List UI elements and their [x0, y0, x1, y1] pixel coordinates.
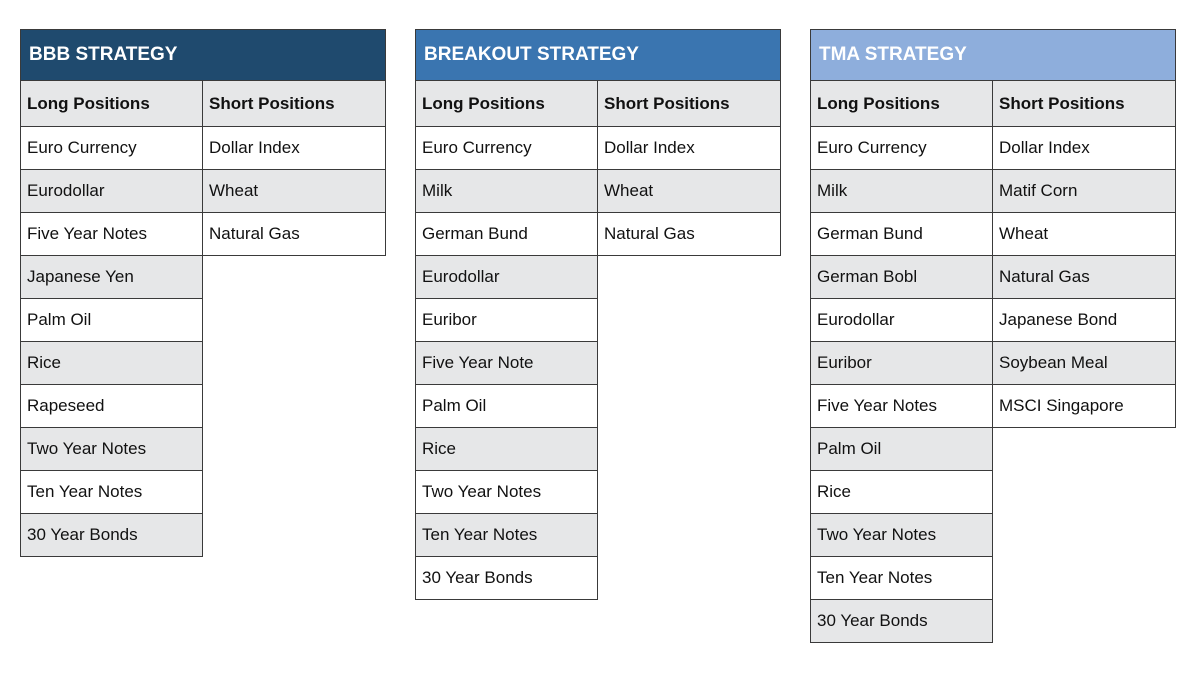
long-positions-header: Long Positions: [20, 81, 203, 127]
long-position-cell: 30 Year Bonds: [415, 557, 598, 600]
long-position-cell: Two Year Notes: [810, 514, 993, 557]
short-position-cell: Dollar Index: [203, 127, 386, 170]
strategy-title: BBB STRATEGY: [20, 29, 386, 81]
long-positions-header: Long Positions: [810, 81, 993, 127]
long-position-cell: 30 Year Bonds: [810, 600, 993, 643]
long-position-cell: 30 Year Bonds: [20, 514, 203, 557]
long-position-cell: Euro Currency: [810, 127, 993, 170]
long-position-cell: German Bund: [415, 213, 598, 256]
short-positions-header: Short Positions: [598, 81, 781, 127]
long-position-cell: Rice: [20, 342, 203, 385]
long-position-cell: Euro Currency: [20, 127, 203, 170]
long-position-cell: Ten Year Notes: [810, 557, 993, 600]
long-position-cell: Milk: [810, 170, 993, 213]
strategy-title: TMA STRATEGY: [810, 29, 1176, 81]
short-positions-column: [203, 127, 386, 256]
long-position-cell: Milk: [415, 170, 598, 213]
positions-columns: [415, 127, 781, 600]
long-position-cell: Two Year Notes: [20, 428, 203, 471]
bbb-strategy-table: [20, 29, 386, 557]
short-position-cell: Wheat: [203, 170, 386, 213]
long-position-cell: Japanese Yen: [20, 256, 203, 299]
breakout-strategy-table: [415, 29, 781, 600]
tma-strategy-table: [810, 29, 1176, 643]
short-position-cell: Natural Gas: [203, 213, 386, 256]
strategy-title: BREAKOUT STRATEGY: [415, 29, 781, 81]
column-headers: [415, 81, 781, 127]
positions-columns: [20, 127, 386, 557]
long-position-cell: Eurodollar: [415, 256, 598, 299]
long-position-cell: Ten Year Notes: [20, 471, 203, 514]
long-position-cell: German Bobl: [810, 256, 993, 299]
short-position-cell: MSCI Singapore: [993, 385, 1176, 428]
long-position-cell: Rice: [810, 471, 993, 514]
short-position-cell: Dollar Index: [993, 127, 1176, 170]
short-position-cell: Natural Gas: [598, 213, 781, 256]
short-position-cell: Wheat: [598, 170, 781, 213]
long-position-cell: Five Year Notes: [20, 213, 203, 256]
short-position-cell: Wheat: [993, 213, 1176, 256]
positions-columns: [810, 127, 1176, 643]
short-positions-header: Short Positions: [203, 81, 386, 127]
long-position-cell: Palm Oil: [415, 385, 598, 428]
long-positions-header: Long Positions: [415, 81, 598, 127]
long-position-cell: Euribor: [415, 299, 598, 342]
long-position-cell: Rice: [415, 428, 598, 471]
short-position-cell: Soybean Meal: [993, 342, 1176, 385]
long-position-cell: Ten Year Notes: [415, 514, 598, 557]
long-position-cell: Palm Oil: [810, 428, 993, 471]
short-position-cell: Dollar Index: [598, 127, 781, 170]
long-position-cell: Euribor: [810, 342, 993, 385]
short-positions-column: [598, 127, 781, 256]
long-positions-column: [810, 127, 993, 643]
long-position-cell: Rapeseed: [20, 385, 203, 428]
long-positions-column: [415, 127, 598, 600]
short-positions-column: [993, 127, 1176, 428]
short-position-cell: Matif Corn: [993, 170, 1176, 213]
long-position-cell: Euro Currency: [415, 127, 598, 170]
long-positions-column: [20, 127, 203, 557]
column-headers: [20, 81, 386, 127]
long-position-cell: Two Year Notes: [415, 471, 598, 514]
short-positions-header: Short Positions: [993, 81, 1176, 127]
long-position-cell: Five Year Note: [415, 342, 598, 385]
long-position-cell: Eurodollar: [810, 299, 993, 342]
long-position-cell: Five Year Notes: [810, 385, 993, 428]
long-position-cell: German Bund: [810, 213, 993, 256]
column-headers: [810, 81, 1176, 127]
short-position-cell: Natural Gas: [993, 256, 1176, 299]
short-position-cell: Japanese Bond: [993, 299, 1176, 342]
long-position-cell: Palm Oil: [20, 299, 203, 342]
long-position-cell: Eurodollar: [20, 170, 203, 213]
